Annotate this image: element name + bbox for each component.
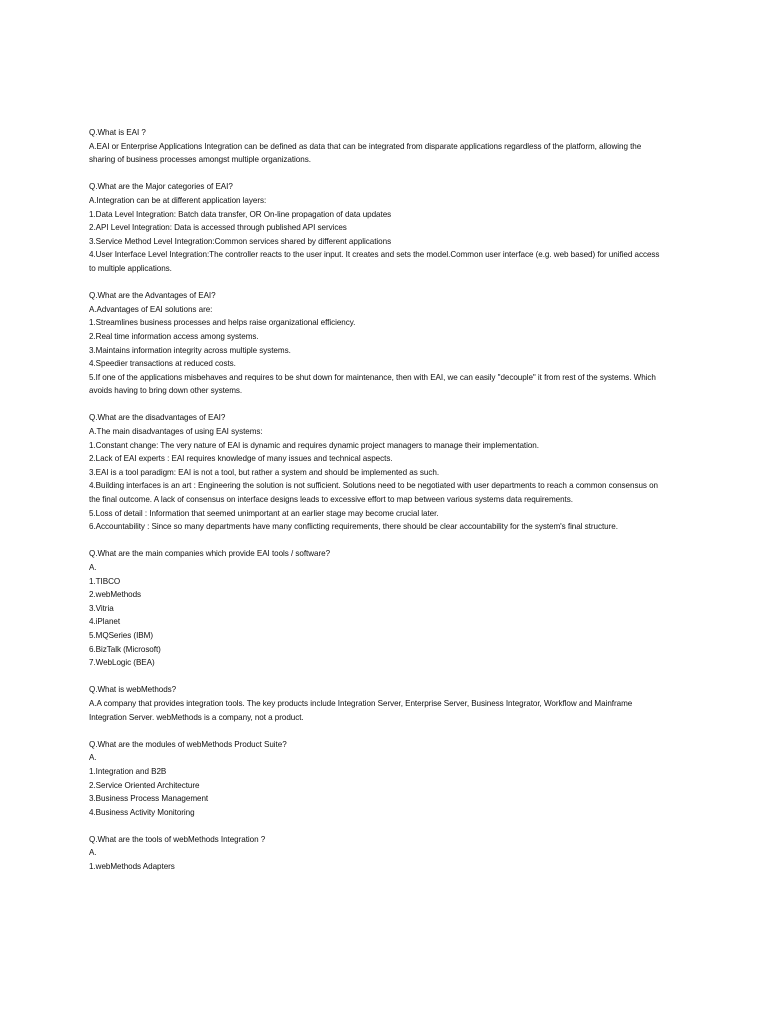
question-line: Q.What are the disadvantages of EAI? bbox=[89, 413, 226, 423]
answer-line: 4.Business Activity Monitoring bbox=[89, 807, 195, 817]
question-line: Q.What are the modules of webMethods Product Suite? bbox=[89, 739, 287, 749]
section-gap bbox=[89, 534, 674, 548]
answer-line: avoids having to bring down other systems. bbox=[89, 386, 243, 396]
answer-line: A.Integration can be at different application layers: bbox=[89, 195, 267, 205]
answer-line: to multiple applications. bbox=[89, 263, 172, 273]
answer-line: A. bbox=[89, 848, 97, 858]
answer-line: A.EAI or Enterprise Applications Integration can be defined as data that can be integrated from disparate applications regardless of the platform, allowing the bbox=[89, 141, 642, 151]
qa-section-main-companies bbox=[89, 547, 674, 669]
answer-line: 1.TIBCO bbox=[89, 576, 121, 586]
answer-line: 4.Speedier transactions at reduced costs. bbox=[89, 359, 236, 369]
answer-line: 3.Vitria bbox=[89, 603, 114, 613]
answer-line: 1.webMethods Adapters bbox=[89, 862, 175, 872]
qa-section-disadvantages bbox=[89, 411, 674, 533]
question-line: Q.What are the Advantages of EAI? bbox=[89, 291, 216, 301]
question-line: Q.What is EAI ? bbox=[89, 128, 146, 137]
answer-line: 3.Service Method Level Integration:Common services shared by different applications bbox=[89, 236, 392, 246]
answer-line: 5.If one of the applications misbehaves and requires to be shut down for maintenance, then with EAI, we can easily "decouple" it from rest of the systems. Which bbox=[89, 372, 656, 382]
section-gap bbox=[89, 276, 674, 290]
answer-line: 6.Accountability : Since so many departments have many conflicting requirements, there should be clear accountability for the system's final structure. bbox=[89, 522, 618, 532]
question-line: Q.What are the main companies which provide EAI tools / software? bbox=[89, 549, 331, 559]
answer-line: the final outcome. A lack of consensus on interface designs leads to excessive effort to map between various systems data requirements. bbox=[89, 495, 573, 505]
qa-section-advantages bbox=[89, 289, 674, 398]
section-gap bbox=[89, 670, 674, 684]
answer-line: 1.Constant change: The very nature of EAI is dynamic and requires dynamic project managers to manage their implementation. bbox=[89, 440, 539, 450]
qa-section-major-categories bbox=[89, 180, 674, 275]
answer-line: 3.Business Process Management bbox=[89, 794, 209, 804]
answer-line: 3.EAI is a tool paradigm: EAI is not a tool, but rather a system and should be implemented as such. bbox=[89, 467, 440, 477]
section-gap bbox=[89, 167, 674, 181]
answer-line: 5.Loss of detail : Information that seemed unimportant at an earlier stage may become crucial later. bbox=[89, 508, 439, 518]
answer-line: 1.Streamlines business processes and helps raise organizational efficiency. bbox=[89, 318, 356, 328]
answer-line: 2.Service Oriented Architecture bbox=[89, 780, 200, 790]
answer-line: A. bbox=[89, 563, 97, 572]
section-gap bbox=[89, 819, 674, 833]
answer-line: 5.MQSeries (IBM) bbox=[89, 630, 153, 640]
question-line: Q.What are the tools of webMethods Integration ? bbox=[89, 834, 266, 844]
answer-line: 1.Data Level Integration: Batch data transfer, OR On-line propagation of data updates bbox=[89, 209, 392, 219]
answer-line: 3.Maintains information integrity across multiple systems. bbox=[89, 345, 291, 355]
answer-line: Integration Server. webMethods is a company, not a product. bbox=[89, 712, 304, 722]
answer-line: 4.iPlanet bbox=[89, 617, 121, 627]
answer-line: 2.Lack of EAI experts : EAI requires knowledge of many issues and technical aspects. bbox=[89, 454, 393, 464]
answer-line: A.The main disadvantages of using EAI systems: bbox=[89, 427, 263, 437]
answer-line: 4.Building interfaces is an art : Engineering the solution is not sufficient. Solutions need to be negotiated with user departments to reach a common consensus on bbox=[89, 481, 659, 491]
answer-line: sharing of business processes amongst multiple organizations. bbox=[89, 155, 311, 165]
document-content bbox=[89, 126, 674, 874]
qa-section-what-is-webmethods bbox=[89, 683, 674, 724]
qa-section-integration-tools bbox=[89, 833, 674, 874]
answer-line: 2.webMethods bbox=[89, 590, 142, 600]
qa-section-what-is-eai bbox=[89, 126, 674, 167]
answer-line: A. bbox=[89, 753, 97, 763]
answer-line: 4.User Interface Level Integration:The controller reacts to the user input. It creates and sets the model.Common user interface (e.g. web based) for unified access bbox=[89, 250, 660, 260]
answer-line: A.A company that provides integration tools. The key products include Integration Server, Enterprise Server, Business Integrator, Workflow and Mainframe bbox=[89, 698, 633, 708]
section-gap bbox=[89, 724, 674, 738]
qa-section-product-suite-modules bbox=[89, 738, 674, 820]
question-line: Q.What is webMethods? bbox=[89, 685, 177, 695]
answer-line: 2.Real time information access among systems. bbox=[89, 331, 259, 341]
answer-line: 2.API Level Integration: Data is accessed through published API services bbox=[89, 223, 347, 233]
answer-line: 6.BizTalk (Microsoft) bbox=[89, 644, 161, 654]
answer-line: 1.Integration and B2B bbox=[89, 766, 167, 776]
question-line: Q.What are the Major categories of EAI? bbox=[89, 182, 233, 192]
answer-line: A.Advantages of EAI solutions are: bbox=[89, 304, 213, 314]
section-gap bbox=[89, 398, 674, 412]
answer-line: 7.WebLogic (BEA) bbox=[89, 658, 155, 668]
